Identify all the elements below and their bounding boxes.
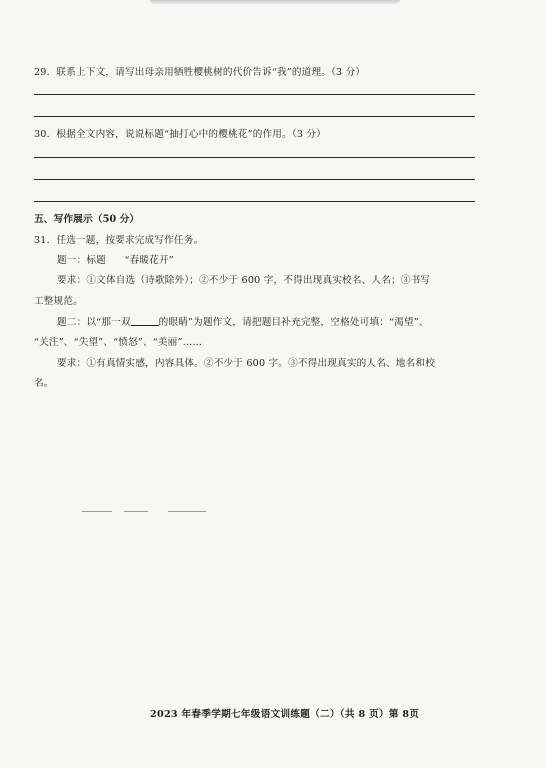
faint-mark <box>124 511 148 512</box>
page-footer: 2023 年春季学期七年级语文训练题（二）（共 8 页）第 8页 <box>150 709 420 720</box>
section-heading: 五、写作展示（50 分） <box>34 214 140 225</box>
topic-2-options: “关注”、“失望”、“愤怒”、“美丽”…… <box>34 337 203 348</box>
topic-2-prefix: 题二：以“那一双 <box>57 317 131 328</box>
scan-edge-shadow <box>150 0 400 4</box>
answer-line-30-3 <box>34 201 475 202</box>
topic-1-label: 题一：标题 <box>57 255 106 266</box>
faint-mark <box>168 511 206 512</box>
answer-line-30-2 <box>34 179 475 180</box>
topic-1-line <box>57 252 174 266</box>
answer-line-30-1 <box>34 157 475 158</box>
topic-1-requirements-cont: 工整规范。 <box>34 296 83 307</box>
answer-line-29-1 <box>34 94 475 95</box>
topic-2-requirements: 要求：①有真情实感，内容具体。②不少于 600 字。③不得出现真实的人名、地名和校 <box>57 358 435 369</box>
topic-2-blank <box>131 316 159 326</box>
question-30: 30．根据全文内容，说说标题“抽打心中的樱桃花”的作用。（3 分） <box>34 129 327 140</box>
topic-1-requirements: 要求：①文体自选（诗歌除外）；②不少于 600 字，不得出现真实校名、人名；③书写 <box>57 275 431 286</box>
topic-1-title: “春暖花开” <box>124 255 174 266</box>
topic-2-requirements-cont: 名。 <box>34 378 54 389</box>
topic-2-suffix: 的眼睛”为题作文，请把题目补充完整，空格处可填：“渴望”、 <box>158 317 429 328</box>
question-31-intro: 31．任选一题，按要求完成写作任务。 <box>34 235 204 246</box>
faint-mark <box>82 511 112 512</box>
topic-2-line <box>57 314 429 328</box>
question-29: 29．联系上下文，请写出母亲用牺牲樱桃树的代价告诉“我”的道理。（3 分） <box>34 67 366 78</box>
answer-line-29-2 <box>34 116 475 117</box>
